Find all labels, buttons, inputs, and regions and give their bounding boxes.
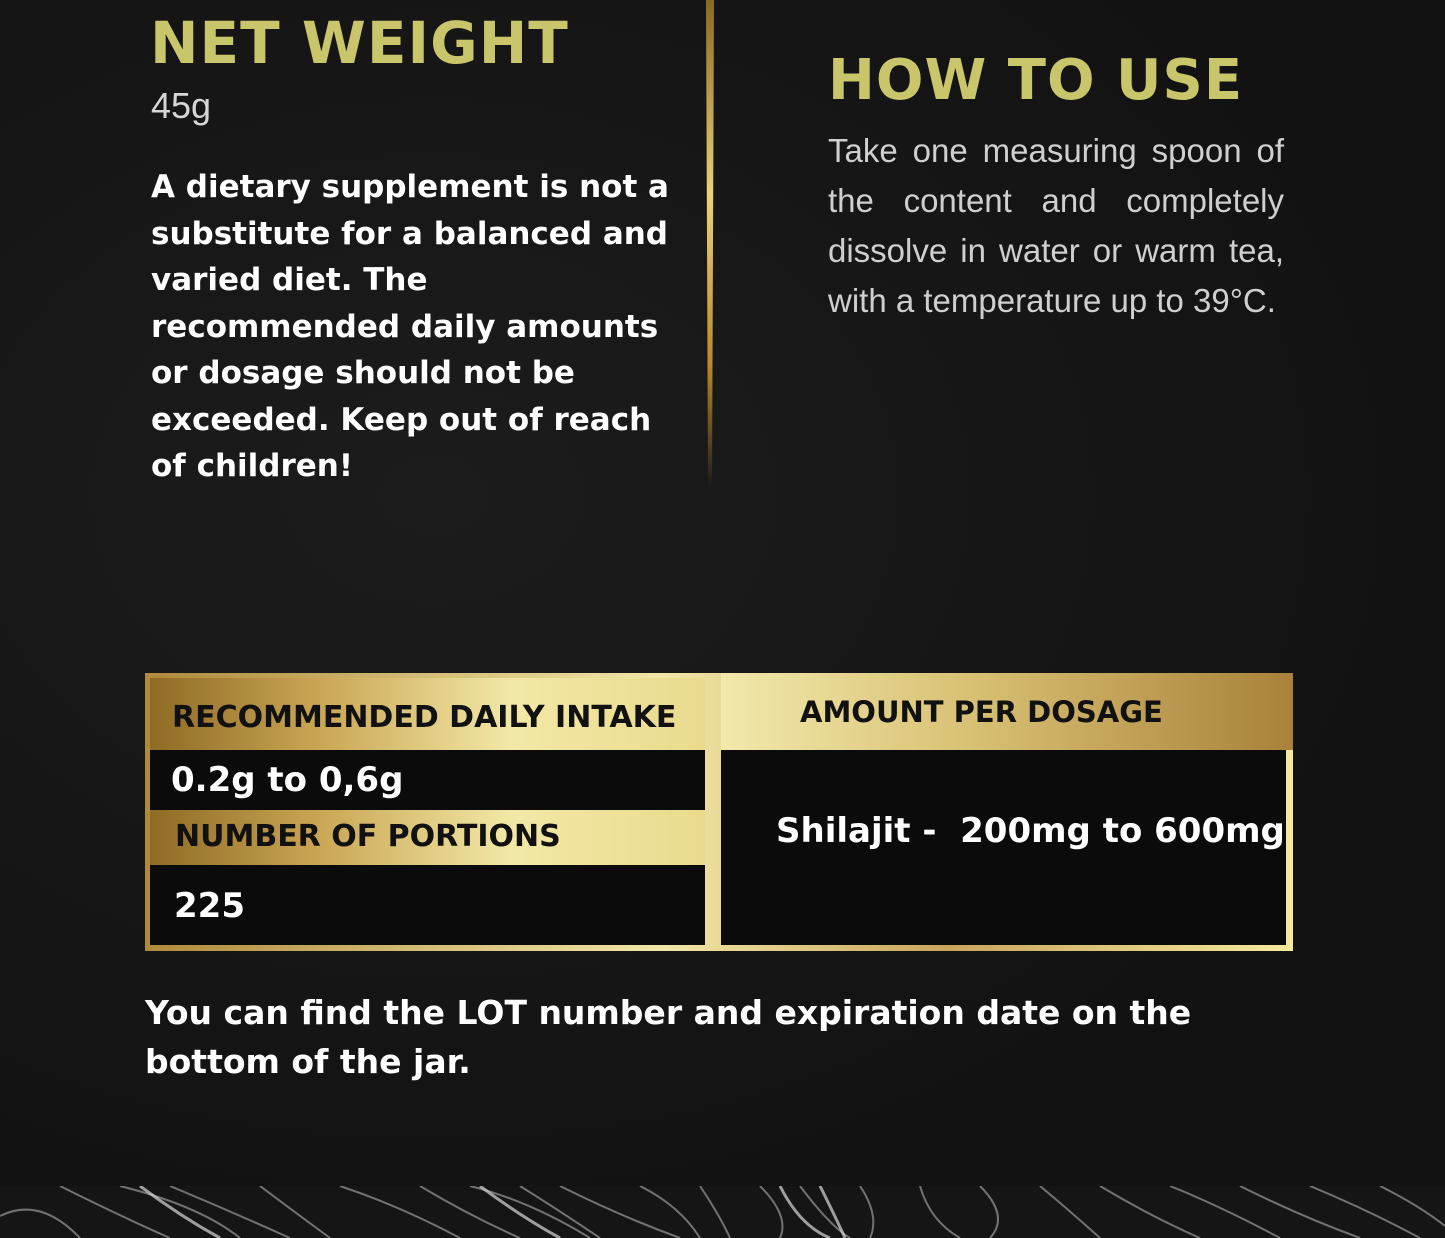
dosage-value: Shilajit - 200mg to 600mg: [776, 811, 1285, 851]
daily-intake-value: 0.2g to 0,6g: [171, 760, 404, 800]
daily-intake-label: RECOMMENDED DAILY INTAKE: [172, 700, 677, 735]
how-to-use-title: HOW TO USE: [828, 48, 1244, 113]
lot-number-note: You can find the LOT number and expiration date on the bottom of the jar.: [145, 993, 1192, 1081]
portions-header: [150, 810, 705, 865]
gold-divider-line: [706, 0, 714, 488]
net-weight-title: NET WEIGHT: [150, 9, 569, 77]
dosage-label: AMOUNT PER DOSAGE: [800, 695, 1163, 729]
how-to-use-text: Take one measuring spoon of the content and completely dissolve in water or warm tea, with a temperature up to 39°C.: [828, 132, 1284, 319]
dosage-header: [721, 673, 1293, 750]
daily-intake-header: [150, 678, 705, 750]
portions-label: NUMBER OF PORTIONS: [175, 819, 561, 854]
portions-value: 225: [174, 886, 245, 926]
net-weight-value: 45g: [151, 85, 212, 126]
supplement-warning-text: A dietary supplement is not a substitute for a balanced and varied diet. The recommended daily amounts or dosage should not be exceeded. Keep out of reach of children!: [151, 169, 669, 484]
marble-texture-strip: [0, 1186, 1445, 1238]
intake-table: [145, 673, 1293, 951]
